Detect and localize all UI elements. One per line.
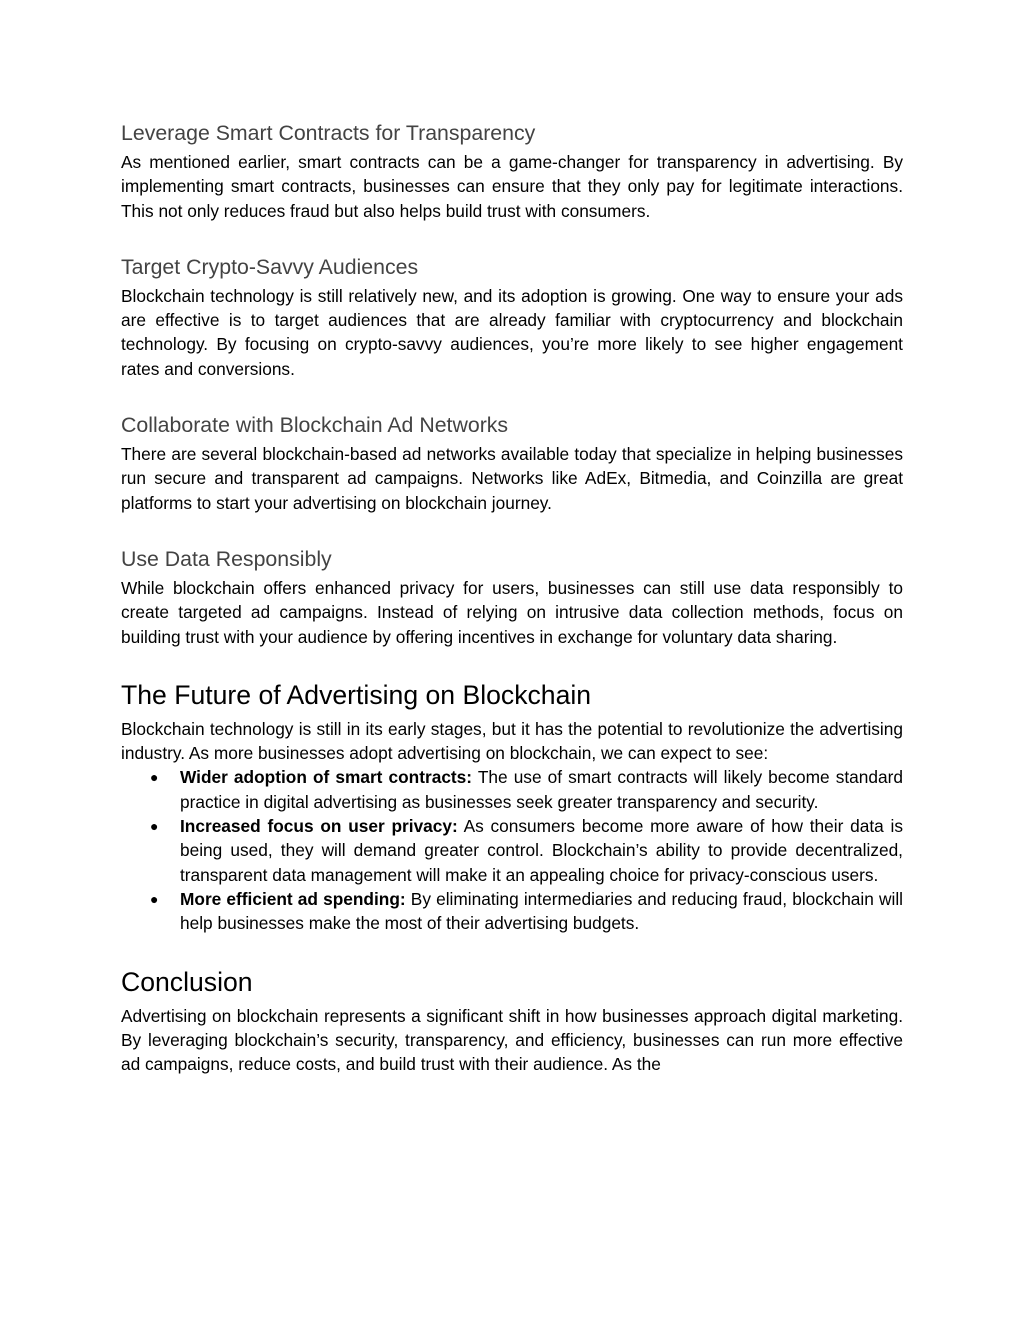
- future-intro: Blockchain technology is still in its early stages, but it has the potential to revolutionize the advertising industry. As more businesses adopt advertising on blockchain, we can expect to see:: [121, 718, 903, 764]
- future-heading: The Future of Advertising on Blockchain: [121, 679, 592, 710]
- section-body-data-responsibly: While blockchain offers enhanced privacy for users, businesses can still use data responsibly to create targeted ad campaigns. Instead of relying on intrusive data collection methods, focus on building trust with your audience by offering incentives in exchange for voluntary data sharing.: [121, 577, 903, 647]
- list-item-bold: Increased focus on user privacy:: [180, 816, 458, 837]
- list-item: [150, 765, 903, 814]
- section-body-ad-networks: There are several blockchain-based ad networks available today that specialize in helping businesses run secure and transparent ad campaigns. Networks like AdEx, Bitmedia, and Coinzilla are great platforms to start your advertising on blockchain journey.: [121, 444, 903, 513]
- list-item: [150, 814, 903, 887]
- bullet-icon: ●: [150, 769, 159, 786]
- bullet-icon: ●: [150, 890, 159, 907]
- list-item-text: As consumers become more aware of how their data is being used, they will demand greater control. Blockchain’s ability to provide decentralized, transparent data management will make it an appealing choice for privacy-conscious users.: [180, 816, 903, 885]
- conclusion-heading: Conclusion: [121, 966, 253, 997]
- bullet-icon: ●: [150, 818, 159, 835]
- future-list: [121, 765, 903, 935]
- conclusion-body: Advertising on blockchain represents a significant shift in how businesses approach digital marketing. By leveraging blockchain’s security, transparency, and efficiency, businesses can run more effective ad campaigns, reduce costs, and build trust with their audience. As the: [121, 1005, 903, 1075]
- list-item-bold: More efficient ad spending:: [180, 888, 406, 909]
- list-item-bold: Wider adoption of smart contracts:: [180, 767, 473, 788]
- section-heading-crypto-savvy: Target Crypto-Savvy Audiences: [121, 254, 419, 279]
- list-item-text: By eliminating intermediaries and reducing fraud, blockchain will help businesses make the most of their advertising budgets.: [180, 888, 903, 934]
- section-body-smart-contracts: As mentioned earlier, smart contracts can be a game-changer for transparency in advertising. By implementing smart contracts, businesses can ensure that they only pay for legitimate interactions. This not only reduces fraud but also helps build trust with consumers.: [121, 152, 903, 221]
- list-item-text: The use of smart contracts will likely become standard practice in digital advertising as businesses seek greater transparency and security.: [180, 767, 903, 812]
- section-heading-data-responsibly: Use Data Responsibly: [121, 546, 332, 571]
- section-body-crypto-savvy: Blockchain technology is still relatively new, and its adoption is growing. One way to ensure your ads are effective is to target audiences that are already familiar with cryptocurrency and blockchain technology. By focusing on crypto-savvy audiences, you’re more likely to see higher engagement rates and conversions.: [121, 285, 903, 379]
- list-item: [150, 887, 903, 936]
- section-heading-ad-networks: Collaborate with Blockchain Ad Networks: [121, 413, 509, 438]
- document-content: [121, 118, 903, 1076]
- section-heading-smart-contracts: Leverage Smart Contracts for Transparency: [121, 121, 536, 145]
